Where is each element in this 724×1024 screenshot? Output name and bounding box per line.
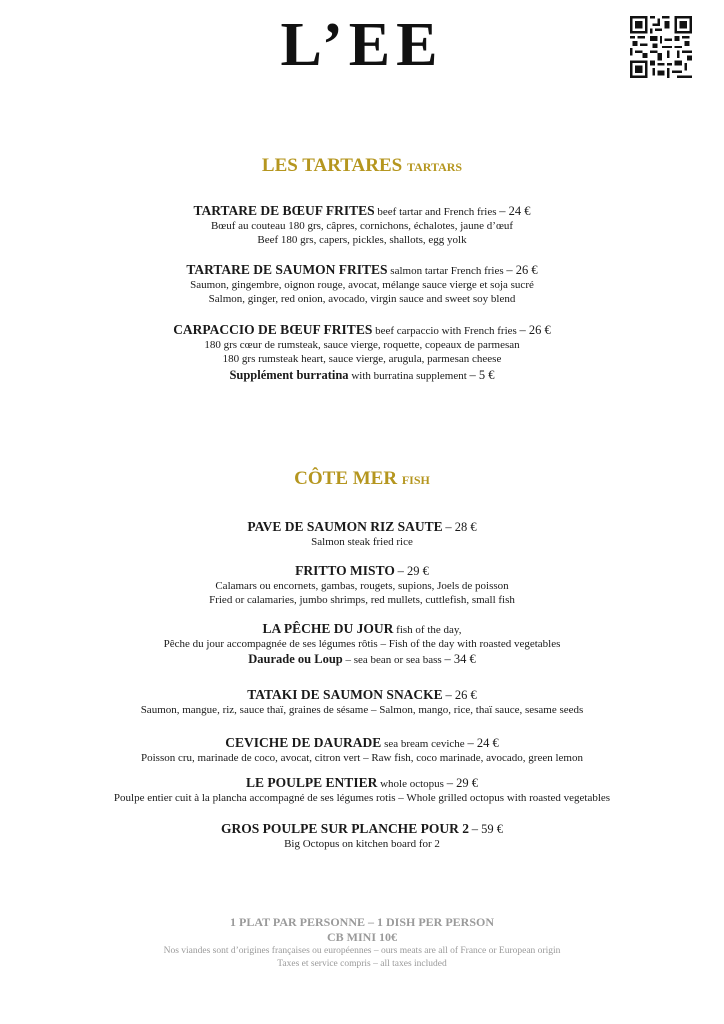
item-name: PAVE DE SAUMON RIZ SAUTE bbox=[247, 519, 443, 534]
menu-item-gros-poulpe bbox=[0, 822, 724, 851]
extra-price: – 5 € bbox=[469, 368, 495, 382]
menu-item-tartare-saumon bbox=[0, 263, 724, 306]
item-price: – 29 € bbox=[446, 776, 478, 790]
restaurant-logo: L’EE bbox=[280, 11, 444, 79]
item-price: – 26 € bbox=[519, 323, 551, 337]
item-name: TARTARE DE BŒUF FRITES bbox=[193, 203, 375, 218]
item-translation: sea bream ceviche bbox=[384, 738, 465, 750]
item-translation: salmon tartar French fries bbox=[390, 265, 504, 277]
item-translation: fish of the day, bbox=[396, 624, 462, 636]
item-price: – 59 € bbox=[471, 822, 503, 836]
menu-item-poulpe-entier bbox=[0, 776, 724, 805]
item-description: Beef 180 grs, capers, pickles, shallots, egg yolk bbox=[257, 234, 467, 246]
menu-item-peche-du-jour bbox=[0, 622, 724, 667]
item-description: Calamars ou encornets, gambas, rougets, supions, Joels de poisson bbox=[215, 580, 509, 592]
item-price: – 24 € bbox=[499, 204, 531, 218]
footer-dish-policy: 1 PLAT PAR PERSONNE – 1 DISH PER PERSON bbox=[229, 915, 495, 929]
item-name: LA PÊCHE DU JOUR bbox=[262, 621, 394, 636]
section-subtitle: TARTARS bbox=[406, 160, 463, 174]
item-description: Poisson cru, marinade de coco, avocat, citron vert – Raw fish, coco marinade, avocado, green lemon bbox=[141, 752, 583, 764]
item-name: FRITTO MISTO bbox=[295, 563, 395, 578]
item-description: Big Octopus on kitchen board for 2 bbox=[284, 838, 440, 850]
menu-item-carpaccio bbox=[0, 323, 724, 383]
item-description: Pêche du jour accompagnée de ses légumes rôtis – Fish of the day with roasted vegetables bbox=[163, 638, 561, 650]
item-description: Salmon steak fried rice bbox=[311, 536, 413, 548]
section-title-text: LES TARTARES bbox=[261, 155, 403, 176]
item-price: – 24 € bbox=[467, 736, 499, 750]
item-description: 180 grs rumsteak heart, sauce vierge, arugula, parmesan cheese bbox=[222, 353, 502, 365]
section-title-text: CÔTE MER bbox=[294, 468, 398, 489]
item-description: 180 grs cœur de rumsteak, sauce vierge, roquette, copeaux de parmesan bbox=[204, 339, 520, 351]
item-price: – 29 € bbox=[397, 564, 429, 578]
extra-name: Supplément burratina bbox=[229, 368, 349, 382]
item-name: LE POULPE ENTIER bbox=[246, 775, 378, 790]
menu-item-fritto-misto bbox=[0, 564, 724, 607]
menu-item-tataki bbox=[0, 688, 724, 717]
extra-translation: – sea bean or sea bass bbox=[345, 654, 442, 666]
item-price: – 26 € bbox=[445, 688, 477, 702]
extra-name: Daurade ou Loup bbox=[248, 652, 343, 666]
menu-footer bbox=[0, 915, 724, 971]
item-translation: beef carpaccio with French fries bbox=[375, 325, 517, 337]
item-description: Saumon, mangue, riz, sauce thaï, graines de sésame – Salmon, mango, rice, thaï sauce, sesame seeds bbox=[140, 704, 584, 716]
item-description: Fried or calamaries, jumbo shrimps, red mullets, cuttlefish, small fish bbox=[209, 594, 515, 606]
footer-meat-origin: Nos viandes sont d’origines françaises ou européennes – ours meats are all of France or European origin bbox=[163, 946, 561, 956]
menu-item-ceviche bbox=[0, 736, 724, 765]
menu-item-pave-saumon bbox=[0, 520, 724, 549]
item-translation: whole octopus bbox=[380, 778, 444, 790]
item-description: Saumon, gingembre, oignon rouge, avocat, mélange sauce vierge et soja sucré bbox=[190, 279, 534, 291]
extra-translation: with burratina supplement bbox=[351, 370, 467, 382]
item-price: – 28 € bbox=[445, 520, 477, 534]
item-description: Bœuf au couteau 180 grs, câpres, cornichons, échalotes, jaune d’œuf bbox=[210, 220, 514, 232]
item-name: TARTARE DE SAUMON FRITES bbox=[186, 262, 388, 277]
extra-price: – 34 € bbox=[444, 652, 476, 666]
footer-card-minimum: CB MINI 10€ bbox=[326, 930, 397, 944]
section-subtitle: FISH bbox=[401, 473, 430, 487]
item-description: Poulpe entier cuit à la plancha accompagné de ses légumes rotis – Whole grilled octopus with roasted vegetables bbox=[113, 792, 611, 804]
item-price: – 26 € bbox=[506, 263, 538, 277]
qr-code-icon[interactable] bbox=[630, 16, 692, 78]
item-name: TATAKI DE SAUMON SNACKE bbox=[247, 687, 443, 702]
item-description: Salmon, ginger, red onion, avocado, virgin sauce and sweet soy blend bbox=[208, 293, 516, 305]
menu-item-tartare-boeuf bbox=[0, 204, 724, 247]
item-name: GROS POULPE SUR PLANCHE POUR 2 bbox=[221, 821, 469, 836]
section-title-tartares bbox=[0, 155, 724, 177]
item-translation: beef tartar and French fries bbox=[377, 206, 497, 218]
item-name: CEVICHE DE DAURADE bbox=[225, 735, 382, 750]
section-title-mer bbox=[0, 468, 724, 490]
item-name: CARPACCIO DE BŒUF FRITES bbox=[173, 322, 373, 337]
footer-taxes: Taxes et service compris – all taxes included bbox=[277, 959, 447, 969]
